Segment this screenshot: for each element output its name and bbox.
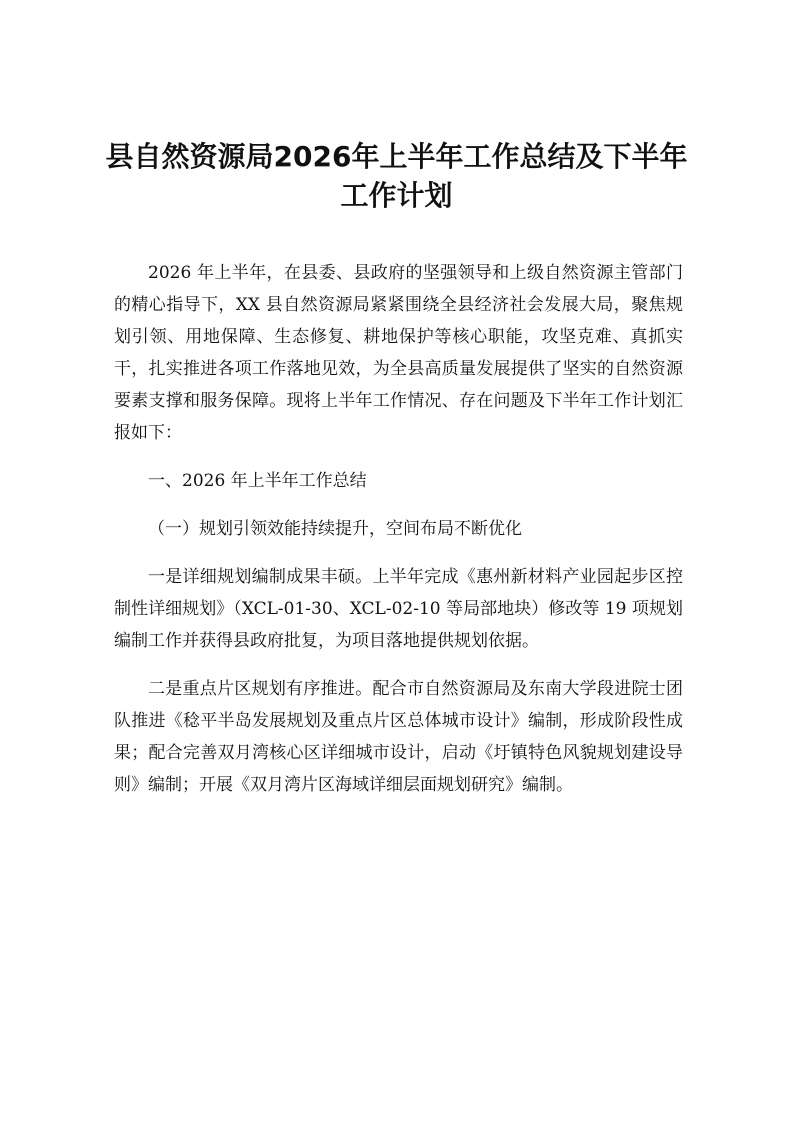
document-body: [114, 257, 683, 801]
section-heading: 一、2026 年上半年工作总结: [148, 471, 367, 491]
document-title: 县自然资源局2026年上半年工作总结及下半年工作计划: [105, 140, 688, 212]
body-paragraph: 二是重点片区规划有序推进。配合市自然资源局及东南大学段进院士团队推进《稔平半岛发展规划及重点片区总体城市设计》编制，形成阶段性成果；配合完善双月湾核心区详细城市设计，启动《圩镇特色风貌规划建设导则》编制；开展《双月湾片区海域详细层面规划研究》编制。: [114, 679, 683, 795]
body-paragraph: 一是详细规划编制成果丰硕。上半年完成《惠州新材料产业园起步区控制性详细规划》（XCL-01-30、XCL-02-10 等局部地块）修改等 19 项规划编制工作并获得县政府批复，为项目落地提供规划依据。: [114, 567, 683, 651]
intro-paragraph: 2026 年上半年，在县委、县政府的坚强领导和上级自然资源主管部门的精心指导下，XX 县自然资源局紧紧围绕全县经济社会发展大局，聚焦规划引领、用地保障、生态修复、耕地保护等核心职能，攻坚克难、真抓实干，扎实推进各项工作落地见效，为全县高质量发展提供了坚实的自然资源要素支撑和服务保障。现将上半年工作情况、存在问题及下半年工作计划汇报如下：: [114, 263, 683, 443]
subsection-heading: （一）规划引领效能持续提升，空间布局不断优化: [148, 519, 522, 539]
